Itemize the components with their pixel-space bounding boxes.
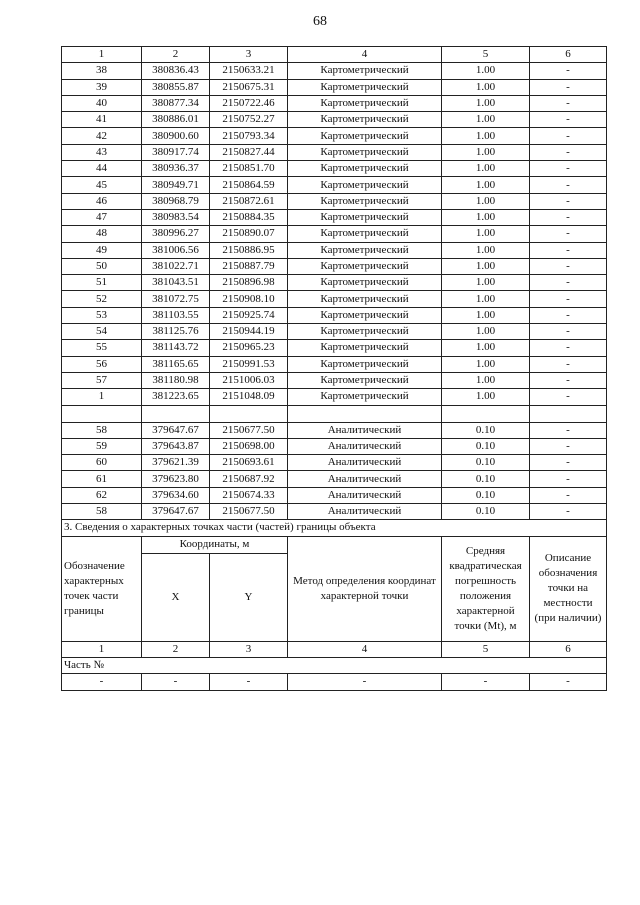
table-row [62,455,607,471]
header-y: Y [210,553,288,641]
x-coord-cell: 379647.67 [142,422,210,438]
column-number-cell: 1 [62,47,142,63]
column-number-cell: 4 [288,47,442,63]
method-cell: Картометрический [288,128,442,144]
x-coord-cell: 379621.39 [142,455,210,471]
description-cell: - [530,95,607,111]
x-coord-cell: 380968.79 [142,193,210,209]
description-cell: - [530,324,607,340]
point-id-cell: 58 [62,504,142,520]
table-row [62,144,607,160]
blank-cell [210,405,288,422]
point-id-cell: 49 [62,242,142,258]
x-coord-cell: 380877.34 [142,95,210,111]
y-coord-cell: 2150793.34 [210,128,288,144]
y-coord-cell: 2150633.21 [210,63,288,79]
table-row [62,209,607,225]
error-cell: 1.00 [442,95,530,111]
method-cell: Картометрический [288,275,442,291]
x-coord-cell: 380836.43 [142,63,210,79]
method-cell: Картометрический [288,226,442,242]
method-cell: Картометрический [288,161,442,177]
y-coord-cell: 2150884.35 [210,209,288,225]
method-cell: Аналитический [288,471,442,487]
point-id-cell: 44 [62,161,142,177]
x-coord-cell: 379623.80 [142,471,210,487]
error-cell: 1.00 [442,128,530,144]
x-coord-cell: 381072.75 [142,291,210,307]
description-cell: - [530,455,607,471]
blank-row [62,405,607,422]
x-coord-cell: 381223.65 [142,389,210,405]
error-cell: 1.00 [442,63,530,79]
blank-cell [142,405,210,422]
description-cell: - [530,504,607,520]
table-row [62,63,607,79]
point-id-cell: 48 [62,226,142,242]
method-cell: Картометрический [288,307,442,323]
error-cell: 1.00 [442,291,530,307]
table-row [62,242,607,258]
error-cell: 1.00 [442,372,530,388]
section-header-row [62,536,607,553]
y-coord-cell: 2150896.98 [210,275,288,291]
point-id-cell: 39 [62,79,142,95]
error-cell: 1.00 [442,324,530,340]
x-coord-cell: 380855.87 [142,79,210,95]
x-coord-cell: 380983.54 [142,209,210,225]
y-coord-cell: 2150965.23 [210,340,288,356]
x-coord-cell: 381043.51 [142,275,210,291]
method-cell: Картометрический [288,258,442,274]
table-row [62,161,607,177]
method-cell: Картометрический [288,95,442,111]
error-cell: 1.00 [442,112,530,128]
x-coord-cell: 381022.71 [142,258,210,274]
description-cell: - [530,144,607,160]
y-coord-cell: 2150827.44 [210,144,288,160]
y-coord-cell: - [210,674,288,690]
description-cell: - [530,128,607,144]
blank-cell [530,405,607,422]
error-cell: 1.00 [442,307,530,323]
table-row [62,226,607,242]
description-cell: - [530,275,607,291]
error-cell: 0.10 [442,455,530,471]
table-row [62,674,607,690]
description-cell: - [530,340,607,356]
description-cell: - [530,674,607,690]
table-row [62,128,607,144]
x-coord-cell: 380936.37 [142,161,210,177]
y-coord-cell: 2150687.92 [210,471,288,487]
description-cell: - [530,422,607,438]
x-coord-cell: 380917.74 [142,144,210,160]
description-cell: - [530,487,607,503]
x-coord-cell: 380886.01 [142,112,210,128]
column-number-row [62,47,607,63]
method-cell: Картометрический [288,79,442,95]
point-id-cell: 55 [62,340,142,356]
point-id-cell: 58 [62,422,142,438]
y-coord-cell: 2150851.70 [210,161,288,177]
x-coord-cell: 380996.27 [142,226,210,242]
point-id-cell: 45 [62,177,142,193]
table-row [62,422,607,438]
table-row [62,471,607,487]
column-number-cell: 2 [142,47,210,63]
column-number-cell: 4 [288,641,442,657]
x-coord-cell: 379634.60 [142,487,210,503]
y-coord-cell: 2150872.61 [210,193,288,209]
error-cell: 1.00 [442,356,530,372]
y-coord-cell: 2150908.10 [210,291,288,307]
table-row [62,356,607,372]
description-cell: - [530,389,607,405]
description-cell: - [530,79,607,95]
error-cell: 1.00 [442,226,530,242]
method-cell: Аналитический [288,455,442,471]
point-id-cell: - [62,674,142,690]
table-row [62,79,607,95]
error-cell: 1.00 [442,340,530,356]
method-cell: Аналитический [288,422,442,438]
header-point-designation: Обозначение характерных точек части границы [62,536,142,641]
point-id-cell: 50 [62,258,142,274]
column-number-cell: 3 [210,47,288,63]
error-cell: 1.00 [442,258,530,274]
x-coord-cell: - [142,674,210,690]
error-cell: 1.00 [442,193,530,209]
point-id-cell: 54 [62,324,142,340]
y-coord-cell: 2150677.50 [210,504,288,520]
column-number-row [62,641,607,657]
error-cell: - [442,674,530,690]
y-coord-cell: 2150677.50 [210,422,288,438]
x-coord-cell: 381180.98 [142,372,210,388]
table-row [62,504,607,520]
x-coord-cell: 381103.55 [142,307,210,323]
table-row [62,258,607,274]
description-cell: - [530,258,607,274]
table-row [62,193,607,209]
point-id-cell: 59 [62,438,142,454]
table-row [62,177,607,193]
point-id-cell: 53 [62,307,142,323]
point-id-cell: 51 [62,275,142,291]
description-cell: - [530,438,607,454]
x-coord-cell: 379643.87 [142,438,210,454]
point-id-cell: 46 [62,193,142,209]
y-coord-cell: 2150925.74 [210,307,288,323]
method-cell: Аналитический [288,487,442,503]
page-number: 68 [313,14,327,29]
description-cell: - [530,356,607,372]
method-cell: Картометрический [288,291,442,307]
point-id-cell: 61 [62,471,142,487]
error-cell: 0.10 [442,487,530,503]
error-cell: 1.00 [442,209,530,225]
table-row [62,487,607,503]
blank-cell [442,405,530,422]
error-cell: 1.00 [442,389,530,405]
column-number-cell: 5 [442,641,530,657]
column-number-cell: 6 [530,641,607,657]
y-coord-cell: 2150944.19 [210,324,288,340]
method-cell: Картометрический [288,324,442,340]
y-coord-cell: 2150991.53 [210,356,288,372]
y-coord-cell: 2150693.61 [210,455,288,471]
point-id-cell: 47 [62,209,142,225]
section-title: 3. Сведения о характерных точках части (частей) границы объекта [62,520,607,536]
table-row [62,389,607,405]
part-row [62,657,607,673]
column-number-cell: 1 [62,641,142,657]
error-cell: 0.10 [442,438,530,454]
coordinates-table-body [62,47,607,691]
column-number-cell: 3 [210,641,288,657]
x-coord-cell: 381165.65 [142,356,210,372]
y-coord-cell: 2150698.00 [210,438,288,454]
error-cell: 1.00 [442,144,530,160]
method-cell: Аналитический [288,504,442,520]
y-coord-cell: 2150886.95 [210,242,288,258]
point-id-cell: 52 [62,291,142,307]
method-cell: Картометрический [288,112,442,128]
table-row [62,95,607,111]
description-cell: - [530,63,607,79]
point-id-cell: 60 [62,455,142,471]
method-cell: Картометрический [288,144,442,160]
column-number-cell: 5 [442,47,530,63]
point-id-cell: 41 [62,112,142,128]
y-coord-cell: 2151048.09 [210,389,288,405]
method-cell: Картометрический [288,209,442,225]
y-coord-cell: 2150864.59 [210,177,288,193]
point-id-cell: 42 [62,128,142,144]
point-id-cell: 1 [62,389,142,405]
blank-cell [288,405,442,422]
table-row [62,324,607,340]
point-id-cell: 43 [62,144,142,160]
table-row [62,112,607,128]
section-title-row [62,520,607,536]
y-coord-cell: 2150674.33 [210,487,288,503]
x-coord-cell: 379647.67 [142,504,210,520]
error-cell: 1.00 [442,177,530,193]
header-method: Метод определения координат характерной точки [288,536,442,641]
method-cell: Картометрический [288,372,442,388]
description-cell: - [530,226,607,242]
description-cell: - [530,372,607,388]
x-coord-cell: 380949.71 [142,177,210,193]
column-number-cell: 6 [530,47,607,63]
table-row [62,340,607,356]
error-cell: 1.00 [442,275,530,291]
method-cell: Картометрический [288,193,442,209]
point-id-cell: 56 [62,356,142,372]
description-cell: - [530,242,607,258]
description-cell: - [530,307,607,323]
x-coord-cell: 381125.76 [142,324,210,340]
description-cell: - [530,471,607,487]
header-x: X [142,553,210,641]
method-cell: Картометрический [288,356,442,372]
error-cell: 1.00 [442,79,530,95]
method-cell: Картометрический [288,340,442,356]
header-coordinates: Координаты, м [142,536,288,553]
method-cell: Картометрический [288,242,442,258]
description-cell: - [530,112,607,128]
header-description: Описание обозначения точки на местности (при наличии) [530,536,607,641]
error-cell: 1.00 [442,161,530,177]
x-coord-cell: 381006.56 [142,242,210,258]
y-coord-cell: 2150890.07 [210,226,288,242]
column-number-cell: 2 [142,641,210,657]
method-cell: - [288,674,442,690]
error-cell: 0.10 [442,422,530,438]
method-cell: Аналитический [288,438,442,454]
y-coord-cell: 2150887.79 [210,258,288,274]
header-mean-error: Средняя квадратическая погрешность положения характерной точки (Mt), м [442,536,530,641]
y-coord-cell: 2150675.31 [210,79,288,95]
table-row [62,291,607,307]
description-cell: - [530,193,607,209]
coordinates-table [61,46,607,691]
point-id-cell: 40 [62,95,142,111]
y-coord-cell: 2151006.03 [210,372,288,388]
error-cell: 0.10 [442,471,530,487]
table-row [62,307,607,323]
y-coord-cell: 2150752.27 [210,112,288,128]
method-cell: Картометрический [288,389,442,405]
x-coord-cell: 380900.60 [142,128,210,144]
y-coord-cell: 2150722.46 [210,95,288,111]
description-cell: - [530,177,607,193]
table-row [62,275,607,291]
x-coord-cell: 381143.72 [142,340,210,356]
method-cell: Картометрический [288,177,442,193]
blank-cell [62,405,142,422]
point-id-cell: 38 [62,63,142,79]
point-id-cell: 62 [62,487,142,503]
error-cell: 1.00 [442,242,530,258]
table-row [62,438,607,454]
method-cell: Картометрический [288,63,442,79]
description-cell: - [530,161,607,177]
part-label: Часть № [62,657,607,673]
description-cell: - [530,291,607,307]
table-row [62,372,607,388]
description-cell: - [530,209,607,225]
error-cell: 0.10 [442,504,530,520]
point-id-cell: 57 [62,372,142,388]
